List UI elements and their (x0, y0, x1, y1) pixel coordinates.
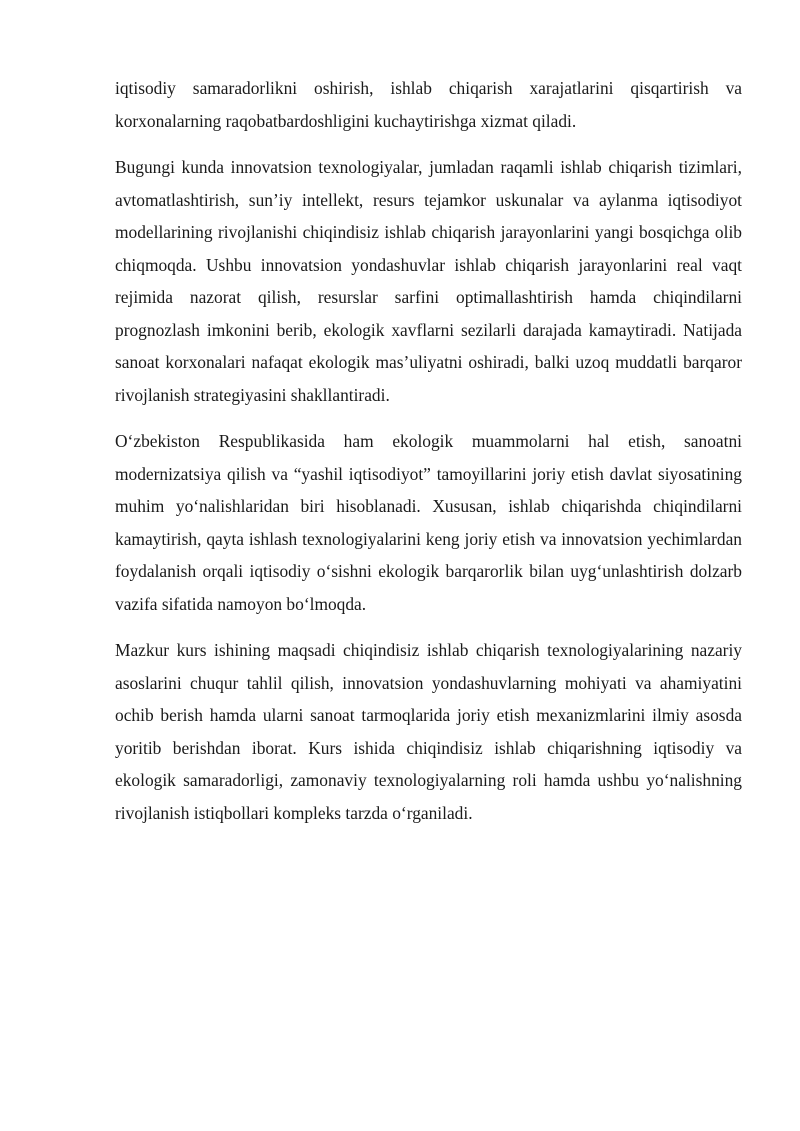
paragraph-course-goal: Mazkur kurs ishining maqsadi chiqindisiz ishlab chiqarish texnologiyalarining nazariy asoslarini chuqur tahlil qilish, innovatsion yondashuvlarning mohiyati va ahamiyatini ochib berish hamda ularni sanoat tarmoqlarida joriy etish mexanizmlarini ilmiy asosda yoritib berishdan iborat. Kurs ishida chiqindisiz ishlab chiqarishning iqtisodiy va ekologik samaradorligi, zamonaviy texnologiyalarning roli hamda ushbu yo‘nalishning rivojlanish istiqbollari kompleks tarzda o‘rganiladi. (115, 640, 742, 823)
paragraph-uzbekistan-policy: O‘zbekiston Respublikasida ham ekologik muammolarni hal etish, sanoatni modernizatsiya qilish va “yashil iqtisodiyot” tamoyillarini joriy etish davlat siyosatining muhim yo‘nalishlaridan biri hisoblanadi. Xususan, ishlab chiqarishda chiqindilarni kamaytirish, qayta ishlash texnologiyalarini keng joriy etish va innovatsion yechimlardan foydalanish orqali iqtisodiy o‘sishni ekologik barqarorlik bilan uyg‘unlashtirish dolzarb vazifa sifatida namoyon bo‘lmoqda. (115, 431, 742, 614)
paragraph-continuation: iqtisodiy samaradorlikni oshirish, ishlab chiqarish xarajatlarini qisqartirish va korxonalarning raqobatbardoshligini kuchaytirishga xizmat qiladi. (115, 78, 742, 131)
paragraph-innovative-technologies: Bugungi kunda innovatsion texnologiyalar, jumladan raqamli ishlab chiqarish tizimlari, avtomatlashtirish, sun’iy intellekt, resurs tejamkor uskunalar va aylanma iqtisodiyot modellarining rivojlanishi chiqindisiz ishlab chiqarish jarayonlarini yangi bosqichga olib chiqmoqda. Ushbu innovatsion yondashuvlar ishlab chiqarish jarayonlarini real vaqt rejimida nazorat qilish, resurslar sarfini optimallashtirish hamda chiqindilarni prognozlash imkonini berib, ekologik xavflarni sezilarli darajada kamaytiradi. Natijada sanoat korxonalari nafaqat ekologik mas’uliyatni oshiradi, balki uzoq muddatli barqaror rivojlanish strategiyasini shakllantiradi. (115, 157, 742, 405)
document-body (115, 72, 742, 843)
